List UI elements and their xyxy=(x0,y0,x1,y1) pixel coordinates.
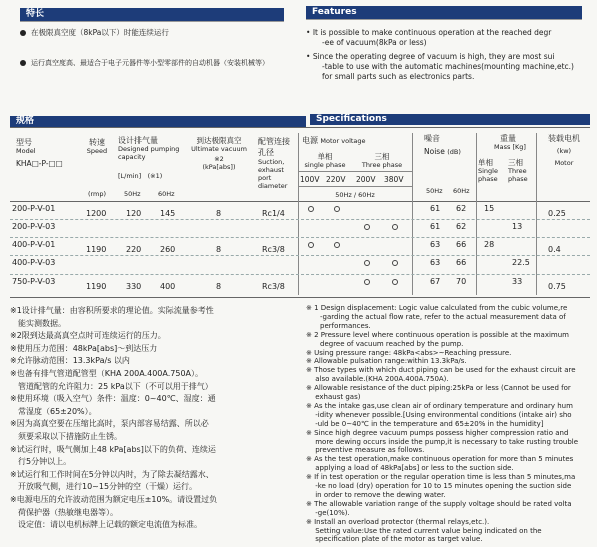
port-cell: Rc3/8 xyxy=(262,245,285,254)
note-en-line: -ge(10%). xyxy=(306,508,350,517)
row-divider xyxy=(10,237,590,238)
note-en-line: ※ Allowable pulsation range:within 13.3kPa/s. xyxy=(306,357,467,366)
noise-header: 噪音 Noise (dB) xyxy=(424,134,461,156)
available-mark-icon xyxy=(308,206,314,212)
row-divider xyxy=(10,219,590,220)
speed-cell: 1190 xyxy=(86,282,107,291)
specs-header-cn: 规格 xyxy=(10,116,306,127)
mass-three-cell: 22.5 xyxy=(512,258,530,267)
motor-cell: 0.25 xyxy=(548,209,566,218)
note-cn-line: 须要采取以下措施防止生锈。 xyxy=(10,432,122,441)
volt-200: 200V xyxy=(356,175,376,184)
note-en-line: in order to remove the dewing water. xyxy=(306,490,446,499)
noise-60-cell: 62 xyxy=(456,204,467,213)
note-en-line: ※ 2 Pressure level where continuous operation is possible at the maximum xyxy=(306,330,569,339)
note-en-line: -ke no load (dry) operation for 10 to 15 minutes opening the suction side xyxy=(306,482,572,490)
model-cell: 200-P-V-03 xyxy=(12,222,56,231)
motor-cell: 0.4 xyxy=(548,245,561,254)
note-en-line: ※ Since high degree vacuum pumps possess higher compression ratio and xyxy=(306,428,569,437)
motor-header: 装载电机 (kw) Motor xyxy=(548,134,580,167)
row-divider xyxy=(10,255,590,256)
specs-header-en: Specifications xyxy=(310,114,590,125)
three-phase-header: 三相 Three phase xyxy=(361,152,403,169)
port-cell: Rc3/8 xyxy=(262,282,285,291)
noise-60-cell: 66 xyxy=(456,258,467,267)
note-en-line: -idity whenever possible.[Using environmental conditions (intake air) sho xyxy=(306,410,572,419)
freq-label: 50Hz / 60Hz xyxy=(335,191,375,199)
capacity-50-cell: 330 xyxy=(126,282,142,291)
available-mark-icon xyxy=(392,224,398,230)
model-header: 型号 Model KHA□-P-□□ xyxy=(16,138,63,168)
note-en-line: exhaust gas) xyxy=(306,393,361,401)
noise-60-cell: 62 xyxy=(456,222,467,231)
note-cn-line: ※使用压力范围：48kPa[abs]～到达压力 xyxy=(10,343,158,353)
note-en-line: -garding the actual flow rate, refer to the actual measurement data of xyxy=(306,312,566,321)
feature-cn-2: 运行真空度高、最适合于电子元器件等小型零部件的自动机器（安装机械等） xyxy=(20,58,300,68)
note-en-line: ※ Those types with which duct piping can be used for the exhaust circuit are xyxy=(306,366,576,375)
note-cn-line: 行5分钟以上。 xyxy=(10,457,72,467)
available-mark-icon xyxy=(364,224,370,230)
noise-60-cell: 70 xyxy=(456,277,467,286)
ultimate-header: 到达极限真空 Ultimate vacuum ※2 (kPa[abs]) xyxy=(191,136,247,171)
note-cn-line: ※因为高真空要在压缩比高时，泵内部容易结露、所以必 xyxy=(10,419,209,429)
noise-50-cell: 63 xyxy=(430,240,441,249)
noise-50-cell: 61 xyxy=(430,204,441,213)
note-cn-line: ※1设计排气量：由容积所要求的理论值。实际流量参考性 xyxy=(10,306,214,315)
speed-header: 转速 Speed xyxy=(86,138,108,155)
model-cell: 400-P-V-01 xyxy=(12,240,56,249)
note-en-line: ※ As the test operation,make continuous operation for more than 5 minutes xyxy=(306,455,574,464)
model-cell: 200-P-V-01 xyxy=(12,204,56,213)
mass-single-cell: 15 xyxy=(484,204,495,213)
note-en-line: preventive measure as follows. xyxy=(306,446,425,455)
mass-three-cell: 13 xyxy=(512,222,523,231)
note-cn-line: ※试运行和工作时间在5分钟以内时，为了除去凝结露水、 xyxy=(10,469,214,479)
ultimate-cell: 8 xyxy=(216,282,222,291)
mass-three-cell: 33 xyxy=(512,277,523,286)
note-en-line: Setting value:Use the rated current value being indicated on the xyxy=(306,526,542,535)
note-en-line: more dewing occurs inside the pump,it is necessary to take rusting trouble xyxy=(306,437,579,446)
available-mark-icon xyxy=(334,206,340,212)
note-cn-line: ※试运行时，吸气侧加上48 kPa[abs]以下的负荷、连续运 xyxy=(10,444,216,454)
speed-unit: (rmp) xyxy=(87,190,107,198)
ultimate-cell: 8 xyxy=(216,245,222,254)
available-mark-icon xyxy=(308,242,314,248)
speed-cell: 1200 xyxy=(86,209,107,218)
cap-50hz: 50Hz xyxy=(124,190,141,198)
note-en-line: applying a load of 48kPa[abs] or less to the suction side. xyxy=(306,464,514,473)
note-en-line: also available.(KHA 200A.400A.750A). xyxy=(306,375,449,384)
bullet-icon xyxy=(20,30,26,36)
note-cn-line: 开放吸气侧，进行10~15分钟的空（干燥）运行。 xyxy=(10,482,198,492)
note-en-line: degree of vacuum reached by the pump. xyxy=(306,339,464,348)
mass-header: 重量 Mass [Kg] xyxy=(494,134,526,151)
mass-three-header: 三相 Three phase xyxy=(508,158,528,183)
note-cn-line: 荷保护器（热敏继电器等）。 xyxy=(10,507,118,517)
single-phase-header: 单相 single phase xyxy=(304,152,346,169)
note-cn-line: ※允许脉动范围：13.3kPa/s 以内 xyxy=(10,356,130,366)
capacity-50-cell: 220 xyxy=(126,245,142,254)
available-mark-icon xyxy=(334,242,340,248)
note-en-line: ※ The allowable variation range of the supply voltage should be rated volta xyxy=(306,499,572,508)
motor-cell: 0.75 xyxy=(548,282,566,291)
row-divider xyxy=(10,274,590,275)
noise-60hz: 60Hz xyxy=(453,187,470,195)
capacity-unit: [L/min] (※1) xyxy=(118,172,163,180)
cap-60hz: 60Hz xyxy=(158,190,175,198)
feature-en-2: • Since the operating degree of vacuum is high, they are most sui -table to use with the automatic machines(mounting machine,etc.) for small parts such as electronics parts. xyxy=(306,52,574,81)
note-en-line: ※ If in test operation or the regular operation time is less than 5 minutes,ma xyxy=(306,473,576,482)
volt-220: 220V xyxy=(326,175,346,184)
capacity-60-cell: 400 xyxy=(160,282,176,291)
available-mark-icon xyxy=(364,279,370,285)
available-mark-icon xyxy=(392,279,398,285)
capacity-header: 设计排气量 Designed pumping capacity xyxy=(118,136,180,161)
port-header: 配管连接孔径 Suction, exhaust port diameter xyxy=(258,137,290,190)
mass-single-cell: 28 xyxy=(484,240,495,249)
noise-50hz: 50Hz xyxy=(426,187,443,195)
speed-cell: 1190 xyxy=(86,245,107,254)
note-en-line: ※ 1 Design displacement: Logic value calculated from the cubic volume,re xyxy=(306,304,568,312)
note-en-line: ※ Using pressure range: 48kPa<abs>~Reaching pressure. xyxy=(306,348,512,357)
features-header-cn: 特长 xyxy=(20,8,284,21)
noise-50-cell: 61 xyxy=(430,222,441,231)
note-en-line: performances. xyxy=(306,321,371,330)
ultimate-cell: 8 xyxy=(216,209,222,218)
note-cn-line: 常湿度（65±20%）。 xyxy=(10,406,97,416)
note-cn-line: ※2限到达最高真空点时可连续运行的压力。 xyxy=(10,331,166,341)
capacity-60-cell: 145 xyxy=(160,209,176,218)
note-en-line: specification plate of the motor as target value. xyxy=(306,535,483,544)
note-en-line: ※ As the intake gas,use clean air of ordinary temperature and ordinary hum xyxy=(306,401,573,410)
note-cn-line: 设定值：请以电机标牌上记载的额定电流值为标准。 xyxy=(10,520,202,530)
available-mark-icon xyxy=(392,260,398,266)
model-cell: 400-P-V-03 xyxy=(12,258,56,267)
note-en-line: -uld be 0~40℃ in the temperature and 65±20% in the humidity] xyxy=(306,419,544,428)
features-header-en: Features xyxy=(306,6,582,19)
feature-en-1: • It is possible to make continuous operation at the reached degr -ee of vacuum(8kPa or less) xyxy=(306,28,552,47)
model-cell: 750-P-V-03 xyxy=(12,277,56,286)
bullet-icon xyxy=(20,60,26,66)
note-cn-line: 能实测数据。 xyxy=(10,318,66,328)
power-header: 电源 Motor voltage xyxy=(302,136,366,145)
feature-cn-1: 在极限真空度（8kPa以下）时能连续运行 xyxy=(20,28,290,38)
volt-100: 100V xyxy=(300,175,320,184)
volt-380: 380V xyxy=(384,175,404,184)
note-cn-line: ※电源电压的允许波动范围为额定电压±10%。请设置过负 xyxy=(10,495,218,504)
note-cn-line: ※也备有排气管道配管型（KHA 200A.400A.750A）。 xyxy=(10,369,204,378)
note-en-line: ※ Install an overload protector (thermal relays,etc.). xyxy=(306,517,490,526)
port-cell: Rc1/4 xyxy=(262,209,285,218)
noise-50-cell: 63 xyxy=(430,258,441,267)
mass-single-header: 单相 Single phase xyxy=(478,158,498,183)
note-cn-line: ※使用环境（吸入空气）条件：温度：0~40℃、湿度：通 xyxy=(10,394,216,404)
noise-60-cell: 66 xyxy=(456,240,467,249)
note-en-line: ※ Allowable resistance of the duct piping:25kPa or less (Cannot be used for xyxy=(306,384,571,393)
noise-50-cell: 67 xyxy=(430,277,441,286)
note-cn-line: 管道配管的允许阻力：25 kPa以下（不可以用于排气） xyxy=(10,381,213,391)
capacity-50-cell: 120 xyxy=(126,209,142,218)
capacity-60-cell: 260 xyxy=(160,245,176,254)
available-mark-icon xyxy=(364,260,370,266)
